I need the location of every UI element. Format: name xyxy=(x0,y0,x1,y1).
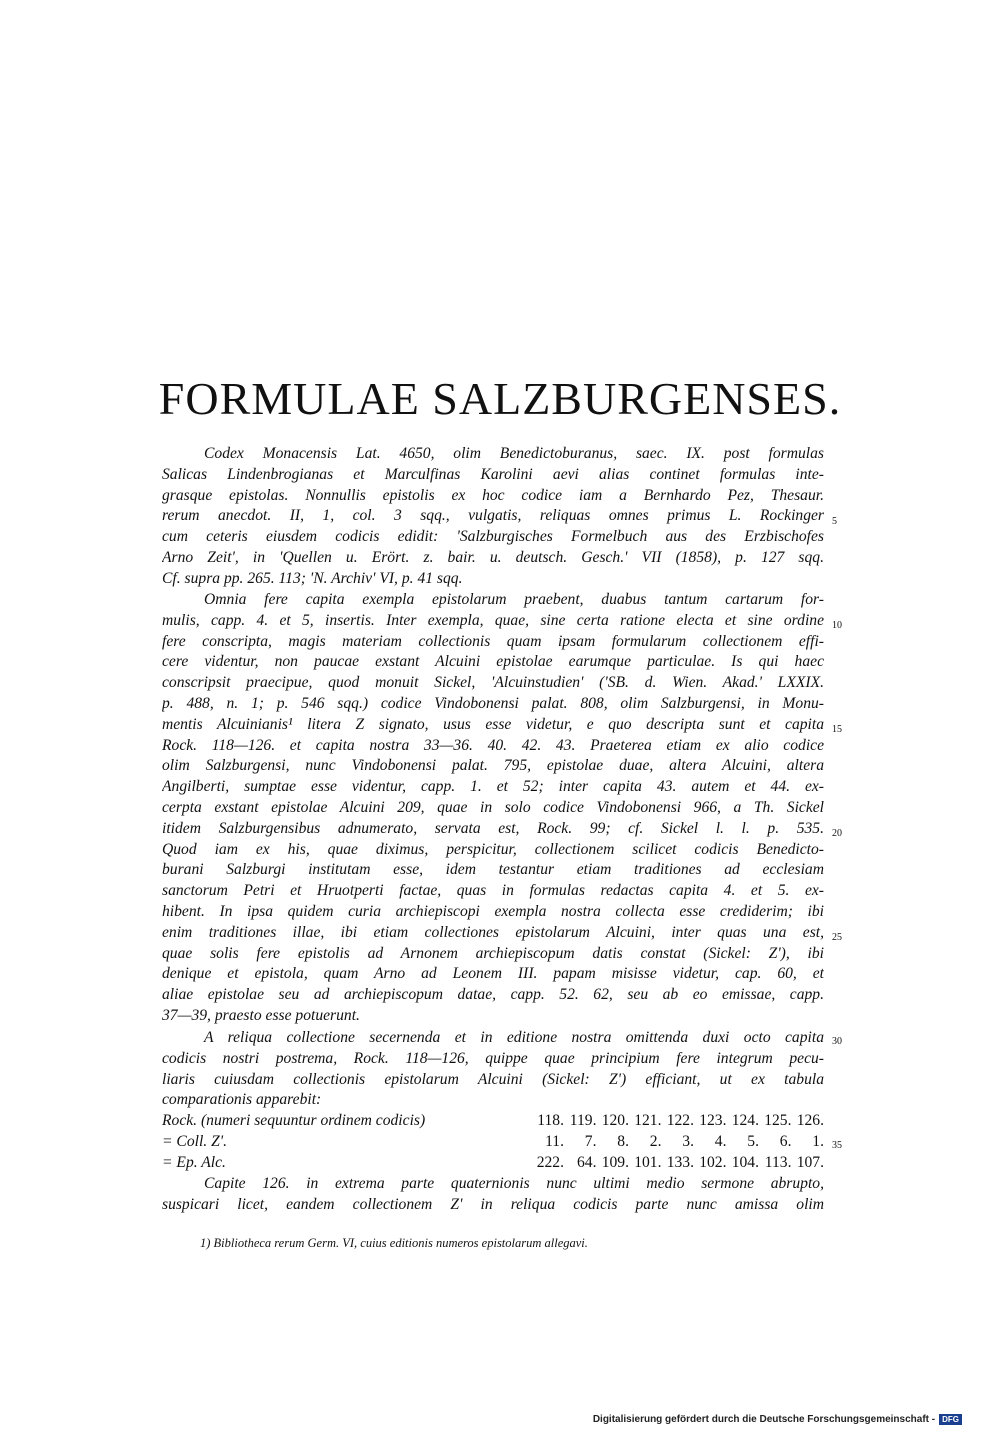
funding-footer xyxy=(593,1414,962,1425)
margin-line-number: 25 xyxy=(832,932,842,943)
table-cell: 5. xyxy=(747,1132,759,1150)
table-cell: 109. xyxy=(601,1153,629,1171)
margin-line-number: 35 xyxy=(832,1140,842,1151)
text-line: cere videntur, non paucae exstant Alcuini epistolae earumque particulae. Is qui haec xyxy=(162,653,824,671)
text-line: sanctorum Petri et Hruotperti factae, quas in formulas redactas capita 4. et 5. ex- xyxy=(162,882,824,900)
text-line: Salicas Lindenbrogianas et Marculfinas Karolini aevi alias continet formulas inte- xyxy=(162,465,824,483)
text-line: Quod iam ex his, quae diximus, perspicitur, collectionem scilicet codicis Benedicto- xyxy=(162,840,824,858)
text-line: quae solis fere epistolis ad Arnonem archiepiscopum datis constat (Sickel: Z'), ibi xyxy=(162,944,824,962)
table-cell: 124. xyxy=(731,1112,759,1129)
paragraph-1 xyxy=(162,444,824,590)
table-cell: 8. xyxy=(617,1132,629,1150)
margin-line-number: 10 xyxy=(832,620,842,631)
paragraph-3 xyxy=(162,1028,824,1111)
text-line: codicis nostri postrema, Rock. 118—126, quippe quae principium fere integrum pecu- xyxy=(162,1049,824,1067)
text-line: Angilberti, sumptae esse videntur, capp. 1. et 52; inter capita 43. autem et 44. ex- xyxy=(162,778,824,796)
text-line: liaris cuiusdam collectionis epistolarum Alcuini (Sickel: Z') efficiant, ut ex tabula xyxy=(162,1070,824,1088)
table-cell: 121. xyxy=(634,1112,662,1129)
table-cell: 119. xyxy=(569,1112,597,1129)
text-line: itidem Salzburgensibus adnumerato, servata est, Rock. 99; cf. Sickel l. l. p. 535. xyxy=(162,819,824,837)
table-cell: 3. xyxy=(682,1132,694,1150)
text-line: denique et epistola, quam Arno ad Leonem III. papam misisse videtur, cap. 60, et xyxy=(162,965,824,983)
dfg-logo: DFG xyxy=(939,1414,962,1425)
text-line: conscripsit praecipue, quod monuit Sickel, 'Alcuinstudien' ('SB. d. Wien. Akad.' LXXIX. xyxy=(162,674,824,692)
comparison-table xyxy=(162,1112,824,1174)
table-cell: 222. xyxy=(536,1153,564,1171)
margin-line-number: 15 xyxy=(832,724,842,735)
text-line: suspicari licet, eandem collectionem Z' in reliqua codicis parte nunc amissa olim xyxy=(162,1195,824,1213)
table-cell: 125. xyxy=(764,1112,792,1129)
row-label: = Coll. Z'. xyxy=(162,1132,227,1150)
text-line: Cf. supra pp. 265. 113; 'N. Archiv' VI, p. 41 sqq. xyxy=(162,569,463,587)
table-cell: 11. xyxy=(545,1132,564,1150)
row-label: = Ep. Alc. xyxy=(162,1153,226,1171)
row-label: Rock. (numeri sequuntur ordinem codicis) xyxy=(162,1112,426,1129)
paragraph-4 xyxy=(162,1174,824,1216)
text-line: enim traditiones illae, ibi etiam collectiones epistolarum Alcuini, inter quas una est, xyxy=(162,923,824,941)
paragraph-2 xyxy=(162,590,824,1027)
table-cell: 64. xyxy=(577,1153,597,1171)
text-line: olim Salzburgensi, nunc Vindobonensi palat. 795, epistolae duae, altera Alcuini, altera xyxy=(162,757,824,775)
margin-line-number: 20 xyxy=(832,828,842,839)
table-cell: 107. xyxy=(796,1153,824,1171)
text-line: burani Salzburgi institutam esse, idem testantur etiam traditiones ad ecclesiam xyxy=(162,861,824,879)
table-row xyxy=(162,1154,824,1175)
table-cell: 4. xyxy=(714,1132,727,1150)
table-row xyxy=(162,1133,824,1154)
text-line: Rock. 118—126. et capita nostra 33—36. 40. 42. 43. Praeterea etiam ex alio codice xyxy=(162,736,824,754)
table-cell: 2. xyxy=(649,1132,662,1150)
text-line: Arno Zeit', in 'Quellen u. Erört. z. bair. u. deutsch. Gesch.' VII (1858), p. 127 sqq. xyxy=(162,548,824,566)
text-line: hibent. In ipsa quidem curia archiepiscopi exempla nostra collecta esse crediderim; ibi xyxy=(162,902,824,920)
table-cell: 123. xyxy=(699,1112,727,1129)
text-line: Capite 126. in extrema parte quaternionis nunc ultimi medio sermone abrupto, xyxy=(204,1175,824,1192)
text-line: aliae epistolae seu ad archiepiscopum datae, capp. 52. 62, seu ab eo emissae, capp. xyxy=(162,986,824,1004)
table-cell: 1. xyxy=(812,1132,824,1150)
margin-line-number: 30 xyxy=(832,1036,842,1047)
table-cell: 7. xyxy=(584,1132,597,1150)
text-line: Omnia fere capita exempla epistolarum praebent, duabus tantum cartarum for- xyxy=(204,591,824,608)
text-line: fere conscripta, magis materiam collectionis quam ipsam formularum collectionem effi- xyxy=(162,632,824,650)
text-line: comparationis apparebit: xyxy=(162,1091,322,1109)
text-line: A reliqua collectione secernenda et in editione nostra omittenda duxi octo capita xyxy=(204,1029,824,1046)
text-line: mentis Alcuinianis¹ litera Z signato, usus esse videtur, e quo descripta sunt et capita xyxy=(162,715,824,733)
text-line: cum ceteris eiusdem codicis edidit: 'Salzburgisches Formelbuch aus des Erzbischofes xyxy=(162,528,824,546)
table-cell: 104. xyxy=(731,1153,759,1171)
table-cell: 113. xyxy=(764,1153,792,1171)
table-cell: 101. xyxy=(634,1153,662,1171)
text-line: p. 488, n. 1; p. 546 sqq.) codice Vindobonensi palat. 808, olim Salzburgensi, in Monu- xyxy=(162,694,824,712)
text-line: rerum anecdot. II, 1, col. 3 sqq., vulgatis, reliquas omnes primus L. Rockinger xyxy=(162,507,824,525)
text-line: grasque epistolas. Nonnullis epistolis ex hoc codice iam a Bernhardo Pez, Thesaur. xyxy=(162,486,824,504)
table-cell: 122. xyxy=(666,1112,694,1129)
footer-text: Digitalisierung gefördert durch die Deutsche Forschungsgemeinschaft - xyxy=(592,1414,936,1425)
table-cell: 126. xyxy=(796,1112,824,1129)
text-line: mulis, capp. 4. et 5, insertis. Inter exempla, quae, sine certa ratione electa et sine ordine xyxy=(162,611,824,629)
table-cell: 133. xyxy=(666,1153,694,1171)
table-cell: 120. xyxy=(601,1112,629,1129)
text-line: 37—39, praesto esse potuerunt. xyxy=(162,1006,360,1024)
table-row xyxy=(162,1112,824,1133)
text-line: cerpta exstant epistolae Alcuini 209, quae in solo codice Vindobonensi 966, a Th. Sickel xyxy=(162,798,824,816)
text-line: Codex Monacensis Lat. 4650, olim Benedictoburanus, saec. IX. post formulas xyxy=(204,445,824,462)
table-cell: 102. xyxy=(699,1153,727,1171)
footnote: 1) Bibliotheca rerum Germ. VI, cuius editionis numeros epistolarum allegavi. xyxy=(200,1236,588,1250)
table-cell: 118. xyxy=(537,1112,564,1129)
table-cell: 6. xyxy=(779,1132,792,1150)
margin-line-number: 5 xyxy=(832,516,837,527)
page-title: FORMULAE SALZBURGENSES. xyxy=(158,373,842,424)
